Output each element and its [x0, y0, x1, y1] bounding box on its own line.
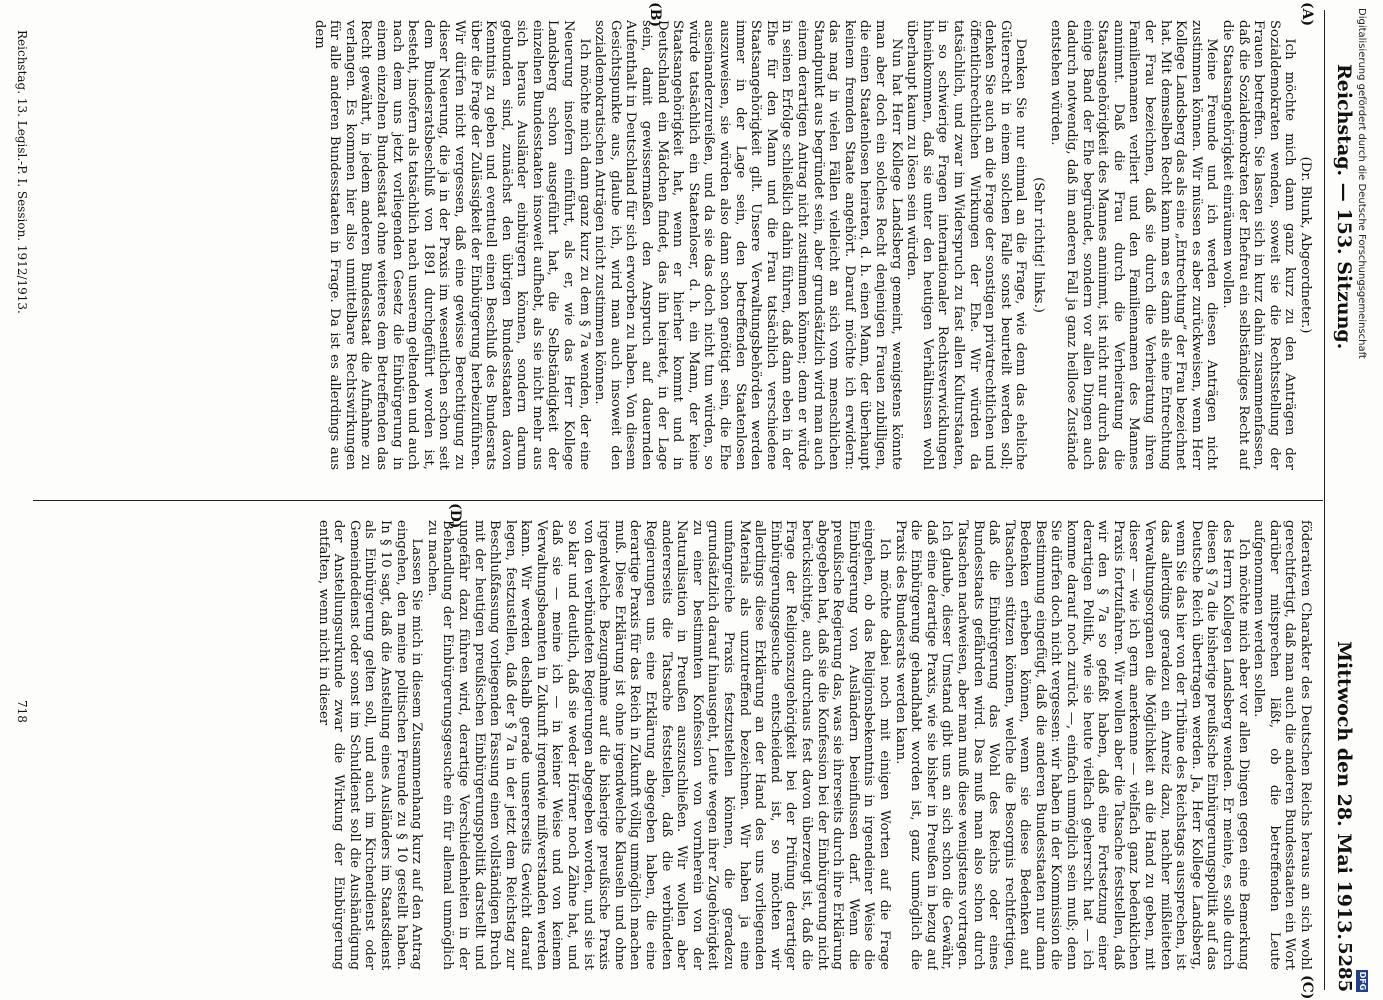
footer-sheet-number: 718 [15, 700, 29, 723]
margin-letter-a: (A) [1299, 2, 1315, 27]
digitization-note [1354, 0, 1368, 1000]
interjection: (Sehr richtig! links.) [1030, 177, 1046, 313]
paragraph: Denken Sie nur einmal an die Frage, wie denn das eheliche Güterrecht in einem solchen Falle sonst beurteilt werden soll; denken Sie auch an die Frage der sonstigen privatrechtlichen und öffentlichrechtlichen Wirkungen der Ehe. Wir würden da tatsächlich, und zwar im Widerspruch zu fast allen Kulturstaaten, in so schwierige Fragen internationaler Rechtsverwicklungen hineinkommen, daß sie unter den heutigen Verhältnissen wohl überhaupt kaum zu lösen sein würden. [904, 20, 1029, 470]
left-column [43, 20, 1313, 470]
paragraph: Ich möchte mich dann ganz kurz zu dem § 7a wenden, der eine Neuerung insofern einführt, als er, wie das Herr Kollege Landsberg schon ausgeführt hat, die Selbständigkeit der einzelnen Bundesstaaten insoweit aufhebt, als sie nicht mehr aus sich heraus Ausländer einbürgern können, sondern darum gebunden sind, zunächst den übrigen Bundesstaaten davon Kenntnis zu geben und eventuell einen Beschluß des Bundesrats über die Frage der Zulässigkeit der Einbürgerung herbeizuführen. Wir dürfen nicht vergessen, daß eine gewisse Berechtigung zu dieser Neuerung, die ja in der Praxis im wesentlichen schon seit dem Bundesratsbeschluß von 1891 durchgeführt worden ist, besteht, insofern als tatsächlich nach unserem geltenden und auch nach dem uns jetzt vorliegenden Gesetz die Einbürgerung in einem einzelnen Bundesstaat ohne weiteres dem Betreffenden das Recht gewährt, in jedem anderen Bundesstaat die Aufnahme zu verlangen. Es kommen hier also unmittelbare Rechtswirkungen für alle anderen Bundesstaaten in Frage. Da ist es allerdings aus dem [311, 20, 592, 470]
margin-letter-c: (C) [1299, 975, 1315, 1000]
paragraph: Lassen Sie mich in diesem Zusammenhang kurz auf den Antrag eingehen, den meine politischen Freunde zu § 10 gestellt haben. In § 10 sagt, daß die Anstellung eines Ausländers im Staatsdienst als Einbürgerung gelten soll, und auch im Kirchendienst oder Gemeindedienst oder sonst im Schuldienst soll die Aushändigung der Anstellungsurkunde zwar die Wirkung der Einbürgerung entfalten, wenn nicht in dieser [315, 520, 425, 970]
paragraph: Ich möchte mich dann ganz kurz zu den Anträgen der Sozialdemokraten wenden, soweit sie die Rechtsstellung der Frauen betreffen. Sie lassen sich in kurz dahin zusammenfassen, daß die Sozialdemokraten der Ehefrau ein selbständiges Recht auf die Staatsangehörigkeit einräumen wollen. [1220, 20, 1298, 470]
digitization-credit: Digitalisierung gefördert durch die Deutsche Forschungsgemeinschaft [1356, 8, 1367, 359]
footer-legislature: Reichstag. 13. Legisl.-P. I. Session. 1912/1913. [15, 30, 29, 314]
speaker-line: (Dr. Blunk, Abgeordneter.) [1298, 156, 1313, 334]
column-divider [33, 500, 1323, 501]
paragraph: Ich möchte mich aber vor allen Dingen gegen eine Bemerkung des Herrn Kollegen Landsberg wenden. Er meinte, es solle durch diesen § 7a die bisherige preußische Einbürgerungspolitik auf das Deutsche Reich übertragen werden. Ja, Herr Kollege Landsberg, wenn Sie das hier von der Tribüne des Reichstags aussprechen, ist das allerdings geradezu ein Anreiz dazu, nachher mißleiteten Verwaltungsorganen die Möglichkeit an die Hand zu geben, mit dieser — wie ich gern anerkenne — vielfach ganz bedenklichen Praxis fortzufahren. Wir wollen aber die Tatsache feststellen, daß wir den § 7a so gefaßt haben, daß eine Fortsetzung einer derartigen Politik, wie sie heute vielfach geherrscht hat — ich komme darauf noch zurück —, einfach unmöglich sein muß; denn Sie dürfen doch nicht vergessen: wir haben in der Kommission die Bestimmung eingefügt, daß die anderen Bundesstaaten nur dann Bedenken erheben können, wenn sie diese Bedenken auf Tatsachen stützen können, welche die Besorgnis rechtfertigen, daß die Einbürgerung das Wohl des Reichs oder eines Bundesstaats gefährden wird. Das muß man also schon durch Tatsachen nachweisen, aber man muß diese wenigstens vortragen. Ich glaube, dieser Umstand gibt uns an sich schon die Gewähr, daß eine derartige Praxis, wie sie bisher in Preußen in bezug auf die Einbürgerung gehandhabt worden ist, ganz unmöglich die Praxis des Bundesrats werden kann. [892, 520, 1251, 970]
margin-letter-d: (D) [447, 503, 463, 529]
page-number: 5285 [1334, 942, 1355, 993]
right-column [43, 520, 1313, 970]
paragraph: Nun hat Herr Kollege Landsberg gemeint, wenigstens könnte man aber doch ein solches Recht denjenigen Frauen zubilligen, die einen Staatenlosen heiraten, d. h. einen Mann, der überhaupt keinem fremden Staate angehört. Darauf möchte ich erwidern: das mag in vielen Fällen vielleicht an sich vom menschlichen Standpunkt aus begründet sein, aber grundsätzlich wird man auch einem derartigen Antrag nicht zustimmen können; denn er würde in seinen Erfolge schließlich dahin führen, daß dann eben in der Ehe für den Mann und die Frau tatsächlich verschiedene Staatsangehörigkeit gilt. Unsere Verwaltungsbehörden werden immer in der Lage sein, den betreffenden Staatenlosen auszuweisen, sie würden also dann schon genötigt sein, die Ehe auseinanderzureißen, und da sie das doch nicht tun würden, so würde tatsächlich ein Staatenloser, d. h. ein Mann, der keine Staatsangehörigkeit hat, wenn er hierher kommt und in Deutschland ein Mädchen findet, das ihn heiratet, in der Lage sein, damit gewissermaßen den Anspruch auf dauernden Aufenthalt in Deutschland für sich erworben zu haben. Von diesem Gesichtspunkte aus, glaube ich, wird man auch insoweit den sozialdemokratischen Anträgen nicht zustimmen können. [592, 20, 904, 470]
margin-letter-b: (B) [647, 2, 663, 28]
header-right-title: Mittwoch den 28. Mai 1913. [1333, 641, 1355, 940]
paragraph: Ich möchte dabei noch mit einigen Worten auf die Frage eingehen, ob das Religionsbekenntnis in irgendeiner Weise die Einbürgerung von Ausländern beeinflussen darf. Wenn die preußische Regierung das, was sie ihrerseits durch ihre Erklärung abgegeben hat, daß sie die Konfession bei der Einbürgerung nicht berücksichtige, auch durchaus fest davon überzeugt ist, daß die Frage der Religionszugehörigkeit bei der Prüfung derartiger Einbürgerungsgesuche entscheidend ist, so möchten wir allerdings diese Erklärung an der Hand des uns vorliegenden Materials als unzutreffend bezeichnen. Wir haben ja eine umfangreiche Praxis festzustellen können, die geradezu grundsätzlich darauf hinausgeht, Leute wegen ihrer Zugehörigkeit zu einer bestimmten Konfession von vornherein von der Naturalisation in Preußen auszuschließen. Wir wollen aber andererseits die Tatsache feststellen, daß die verbündeten Regierungen uns eine Erklärung abgegeben haben, die eine derartige Praxis für das Reich in Zukunft völlig unmöglich machen muß. Diese Erklärung ist ohne irgendwelche Klauseln und ohne irgendwelche Bezugnahme auf die bisherige preußische Praxis von den verbündeten Regierungen abgegeben worden, und sie ist so klar und deutlich, daß sie weder Hörner noch Zähne hat, und daß sie — meine ich — in keiner Weise und von keinem Verwaltungsbeamten in Zukunft irgendwie mißverstanden werden kann. Wir werden deshalb gerade unsererseits Gewicht darauf legen, festzustellen, daß der § 7a in der jetzt dem Reichstag zur Beschlußfassung vorliegenden Fassung einen vollständigen Bruch mit der heutigen preußischen Einbürgerungspolitik darstellt und ungefähr dazu führen wird, derartige Verschiedenheiten in der Behandlung der Einbürgerungsgesuche ein für allemal unmöglich zu machen. [424, 520, 892, 970]
header-rule [1324, 10, 1325, 990]
paragraph: Meine Freunde und ich werden diesen Anträgen nicht zustimmen können. Wir müssen es aber zurückweisen, wenn Herr Kollege Landsberg das als eine „Entrechtung“ der Frau bezeichnet hat. Mit demselben Recht kann man es dann als eine Entrechtung der Frau bezeichnen, daß sie durch die Verheiratung ihren Familiennamen verliert und den Familiennamen des Mannes annimmt. Daß die Frau durch die Verheiratung die Staatsangehörigkeit des Mannes annimmt, ist nicht nur durch das einige Band der Ehe begründet, sondern vor allen Dingen auch dadurch notwendig, daß im anderen Fall ja ganz heillose Zustände entstehen würden. [1048, 20, 1220, 470]
paragraph: föderativen Charakter des Deutschen Reichs heraus an sich wohl gerechtfertigt, daß man auch die anderen Bundesstaaten ein Wort darüber mitsprechen läßt, ob die betreffenden Leute aufgenommen werden sollen. [1251, 520, 1313, 970]
header-left-title: Reichstag. — 153. Sitzung. [1333, 64, 1355, 350]
dfg-logo-icon: DFG [1358, 971, 1367, 991]
